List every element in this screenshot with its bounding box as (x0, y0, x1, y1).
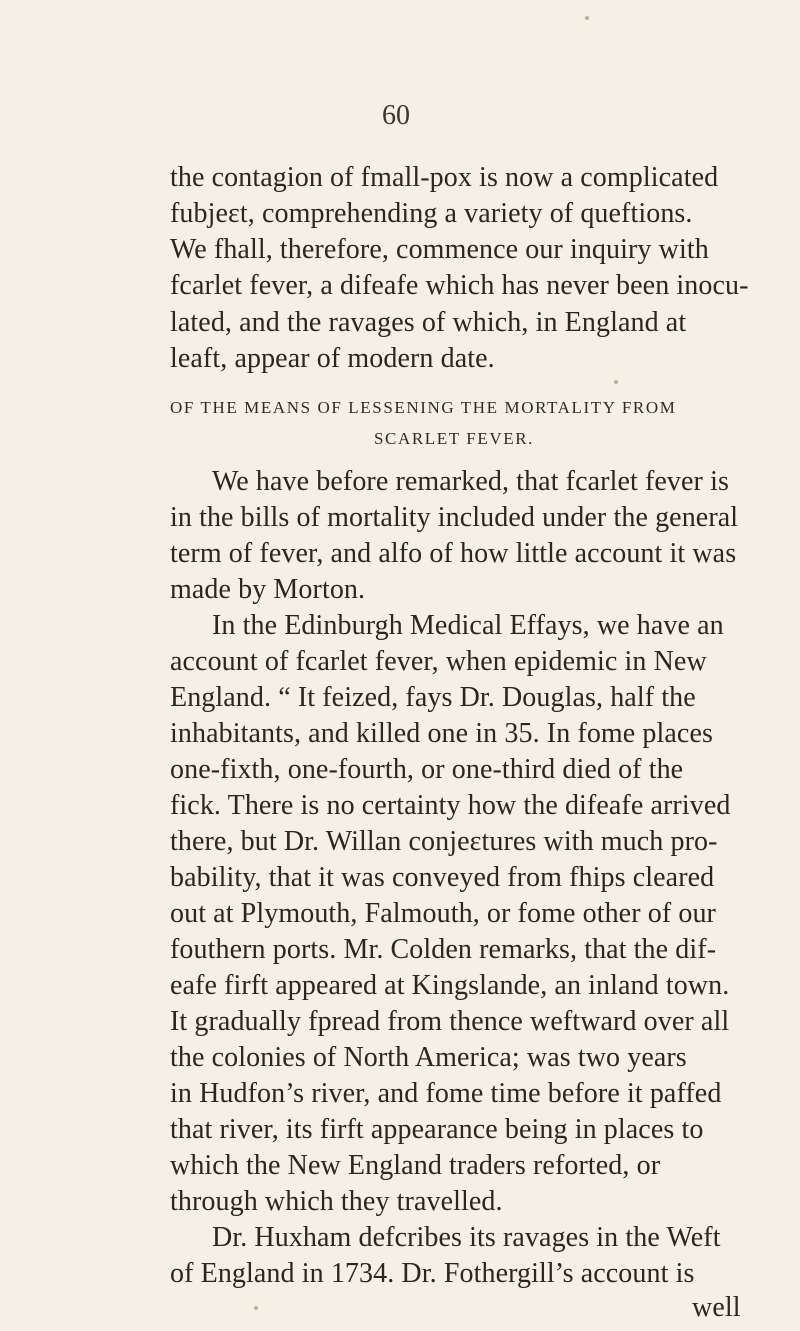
text-line: We have before remarked, that fcarlet fever is (212, 466, 729, 497)
text-line: out at Plymouth, Falmouth, or fome other of our (170, 898, 716, 929)
text-line: leaft, appear of modern date. (170, 343, 495, 374)
text-line: in Hudfon’s river, and fome time before it paffed (170, 1078, 722, 1109)
text-line: that river, its firft appearance being in places to (170, 1114, 704, 1145)
text-line: inhabitants, and killed one in 35. In fome places (170, 718, 713, 749)
text-line: bability, that it was conveyed from fhips cleared (170, 862, 715, 893)
text-line: the colonies of North America; was two years (170, 1042, 687, 1073)
section-heading-line-2: SCARLET FEVER. (374, 429, 534, 448)
text-line: eafe firft appeared at Kingslande, an inland town. (170, 970, 730, 1001)
text-line: of England in 1734. Dr. Fothergill’s account is (170, 1258, 695, 1289)
page-number: 60 (382, 100, 410, 131)
text-line: England. “ It feized, fays Dr. Douglas, half the (170, 682, 696, 713)
text-line: made by Morton. (170, 574, 366, 605)
paper-speck (254, 1306, 258, 1310)
text-line: lated, and the ravages of which, in England at (170, 307, 687, 338)
text-line: one-fixth, one-fourth, or one-third died of the (170, 754, 684, 785)
text-line: fouthern ports. Mr. Colden remarks, that the dif- (170, 934, 717, 965)
text-line: It gradually fpread from thence weftward over all (170, 1006, 730, 1037)
text-line: fick. There is no certainty how the difeafe arrived (170, 790, 731, 821)
text-line: We fhall, therefore, commence our inquiry with (170, 234, 709, 265)
paper-speck (614, 380, 618, 384)
text-line: In the Edinburgh Medical Effays, we have an (212, 610, 724, 641)
text-line: in the bills of mortality included under the general (170, 502, 739, 533)
text-line: there, but Dr. Willan conjeɛtures with much pro- (170, 826, 718, 857)
text-line: which the New England traders reforted, or (170, 1150, 661, 1181)
text-line: account of fcarlet fever, when epidemic in New (170, 646, 707, 677)
text-line: Dr. Huxham defcribes its ravages in the Weft (212, 1222, 721, 1253)
section-heading-line-1: OF THE MEANS OF LESSENING THE MORTALITY FROM (170, 398, 677, 417)
text-line: fcarlet fever, a difeafe which has never been inocu- (170, 270, 749, 301)
text-line: the contagion of fmall-pox is now a complicated (170, 162, 719, 193)
catchword: well (692, 1292, 741, 1323)
text-line: fubjeɛt, comprehending a variety of queftions. (170, 198, 693, 229)
paper-speck (585, 16, 589, 20)
text-line: term of fever, and alfo of how little account it was (170, 538, 737, 569)
text-line: through which they travelled. (170, 1186, 503, 1217)
